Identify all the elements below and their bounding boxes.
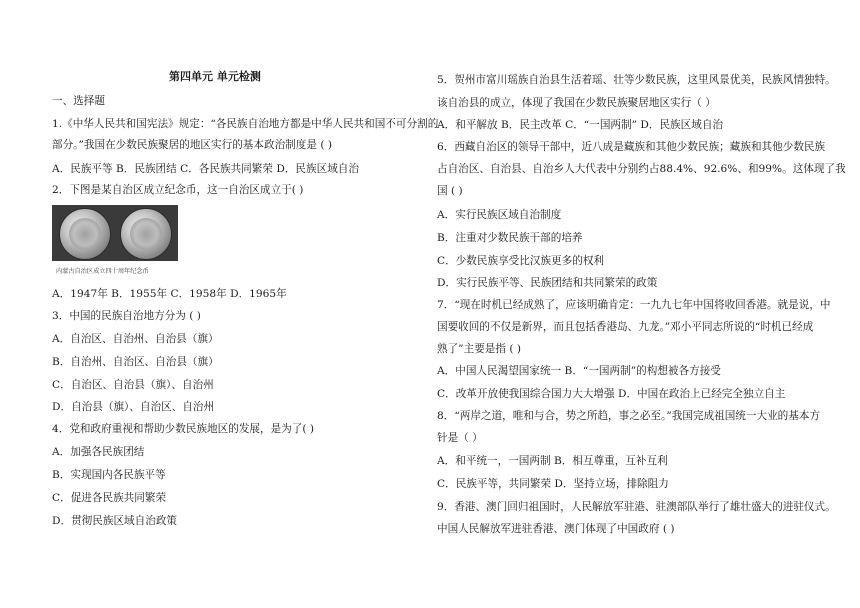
q6-option-b: B．注重对少数民族干部的培养: [437, 232, 583, 244]
q8-stem-line2: 针是（ ）: [437, 432, 483, 444]
q7-options-row1: A．中国人民渴望国家统一 B．“一国两制”的构想被各方接受: [437, 365, 721, 377]
coin-image-caption: 内蒙古自治区成立四十周年纪念币: [56, 268, 149, 275]
q6-stem-line1: 6．西藏自治区的领导干部中，近八成是藏族和其他少数民族；藏族和其他少数民族: [437, 141, 826, 153]
q3-option-c: C．自治区、自治县（旗）、自治州: [52, 379, 214, 391]
q9-stem-line1: 9．香港、澳门回归祖国时，人民解放军驻港、驻澳部队举行了雄壮盛大的进驻仪式。: [437, 501, 836, 513]
commemorative-coin-image: [52, 205, 178, 261]
q6-option-a: A．实行民族区域自治制度: [437, 209, 562, 221]
q5-options: A．和平解放 B．民主改革 C．“一国两制” D．民族区域自治: [437, 119, 724, 131]
q2-stem: 2．下图是某自治区成立纪念币，这一自治区成立于( ): [52, 184, 304, 196]
q7-stem-line3: 熟了”主要是指 ( ): [437, 343, 521, 355]
q3-option-b: B．自治州、自治区、自治县（旗）: [52, 356, 219, 368]
q1-stem-line2: 部分。”我国在少数民族聚居的地区实行的基本政治制度是 ( ): [52, 139, 332, 151]
q4-option-a: A．加强各民族团结: [52, 446, 145, 458]
q4-option-d: D．贯彻民族区域自治政策: [52, 515, 178, 527]
q3-option-d: D．自治县（旗）、自治区、自治州: [52, 401, 215, 413]
q4-stem: 4．党和政府重视和帮助少数民族地区的发展，是为了( ): [52, 423, 315, 435]
q7-stem-line2: 国要收回的不仅是新界，而且包括香港岛、九龙。”邓小平同志所说的“时机已经成: [437, 321, 814, 333]
q4-option-c: C．促进各民族共同繁荣: [52, 492, 167, 504]
q9-stem-line2: 中国人民解放军进驻香港、澳门体现了中国政府 ( ): [437, 523, 675, 535]
q4-option-b: B．实现国内各民族平等: [52, 469, 166, 481]
q3-stem: 3．中国的民族自治地方分为 ( ): [52, 310, 201, 322]
coin-back-icon: [120, 208, 172, 260]
section-heading: 一、选择题: [52, 95, 105, 107]
q1-options: A．民族平等 B．民族团结 C．各民族共同繁荣 D．民族区域自治: [52, 163, 359, 175]
page-title: 第四单元 单元检测: [169, 70, 261, 83]
q5-stem-line1: 5．贺州市富川瑶族自治县生活着瑶、壮等少数民族，这里风景优美，民族风情独特。: [437, 74, 836, 86]
q8-stem-line1: 8．“两岸之道，唯和与合，势之所趋，事之必至。”我国完成祖国统一大业的基本方: [437, 410, 821, 422]
q3-option-a: A．自治区、自治州、自治县（旗）: [52, 333, 219, 345]
q2-options: A．1947年 B．1955年 C．1958年 D．1965年: [52, 288, 287, 300]
q6-option-d: D．实行民族平等、民族团结和共同繁荣的政策: [437, 277, 658, 289]
q6-stem-line2: 占自治区、自治县、自治乡人大代表中分别约占88.4%、92.6%、和99%。这体现了我: [437, 163, 846, 175]
q6-option-c: C．少数民族享受比汉族更多的权利: [437, 255, 605, 267]
q7-stem-line1: 7．“现在时机已经成熟了，应该明确肯定：一九九七年中国将收回香港。就是说，中: [437, 299, 831, 311]
q7-options-row2: C．改革开放使我国综合国力大大增强 D．中国在政治上已经完全独立自主: [437, 388, 786, 400]
q8-options-row1: A．和平统一，一国两制 B．相互尊重，互补互利: [437, 455, 668, 467]
q1-stem-line1: 1.《中华人民共和国宪法》规定：“各民族自治地方都是中华人民共和国不可分割的: [52, 118, 439, 130]
coin-front-icon: [59, 208, 111, 260]
q8-options-row2: C．民族平等，共同繁荣 D．坚持立场，排除阻力: [437, 478, 669, 490]
q5-stem-line2: 该自治县的成立，体现了我国在少数民族聚居地区实行（ ）: [437, 97, 716, 109]
q6-stem-line3: 国 ( ): [437, 185, 463, 197]
